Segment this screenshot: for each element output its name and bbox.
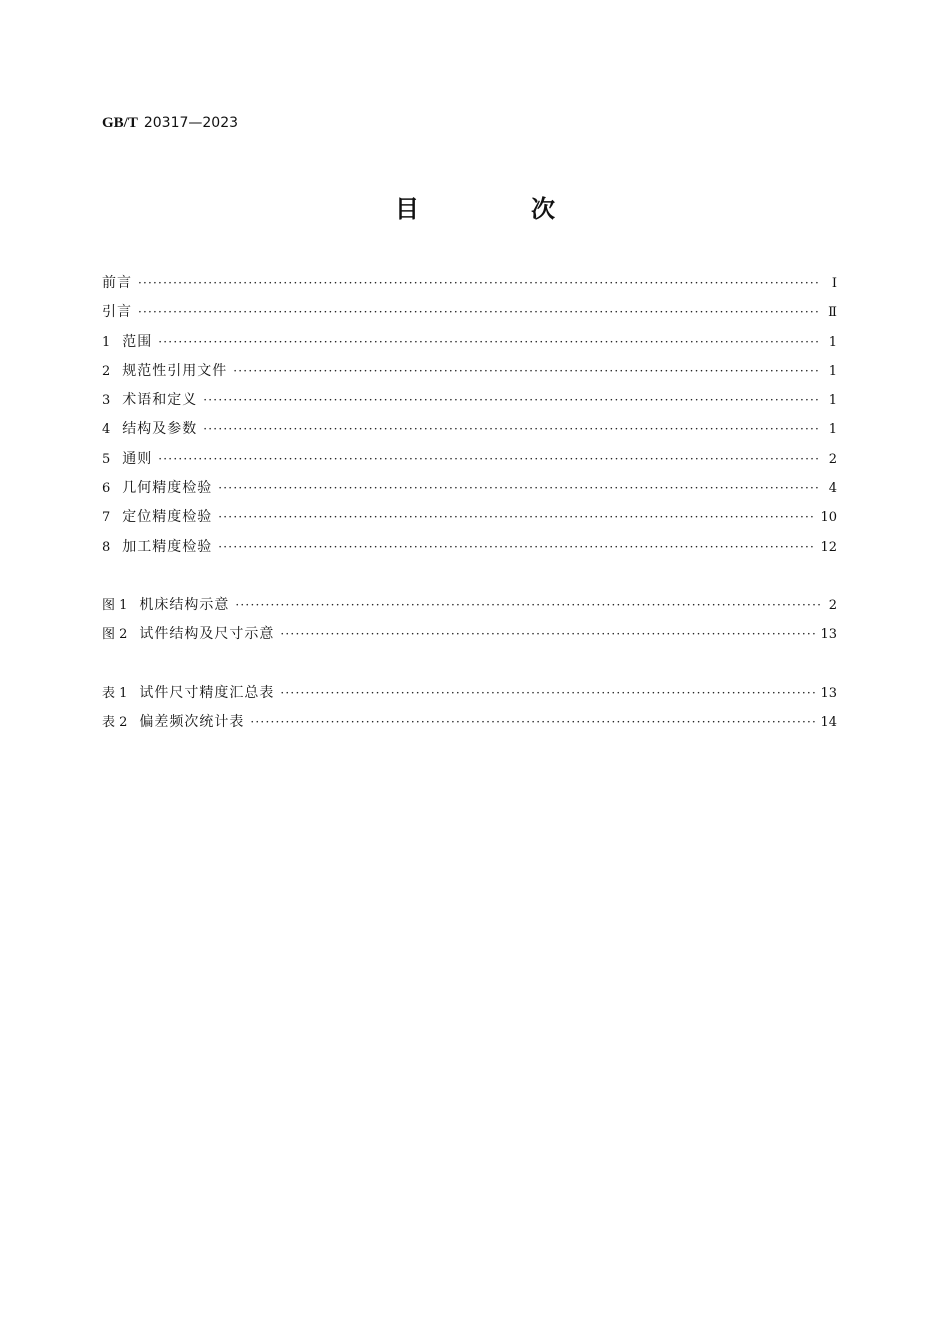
dot-leader [218, 474, 821, 503]
dot-leader [203, 415, 821, 444]
toc-entry-number: 表 1 [102, 685, 128, 701]
toc-entry-label: 通则 [122, 450, 153, 467]
toc-entry-geometric-accuracy[interactable] [102, 474, 837, 503]
dot-leader [158, 445, 821, 474]
standard-number: 20317—2023 [143, 115, 239, 131]
toc-entry-label: 试件结构及尺寸示意 [139, 626, 275, 643]
toc-entry-number: 1 [102, 334, 111, 350]
dot-leader [235, 591, 821, 620]
dot-leader [218, 503, 816, 532]
toc-entry-page: 13 [820, 685, 837, 701]
toc-entry-page: Ⅱ [828, 305, 837, 321]
toc-entry-positioning-accuracy[interactable] [102, 503, 837, 532]
toc-entry-label: 几何精度检验 [122, 480, 213, 497]
toc-entry-number: 表 2 [102, 714, 128, 730]
toc-entry-table-1[interactable] [102, 679, 837, 708]
toc-entry-page: 2 [828, 451, 837, 467]
toc-entry-number: 7 [102, 510, 111, 526]
toc-entry-figure-1[interactable] [102, 591, 837, 620]
toc-entry-number: 2 [102, 363, 111, 379]
toc-entry-table-2[interactable] [102, 708, 837, 737]
toc-title: 目 次 [395, 195, 599, 223]
toc-entry-page: 1 [828, 422, 837, 438]
dot-leader [233, 357, 821, 386]
toc-entry-page: 2 [828, 597, 837, 613]
toc-entry-terms-definitions[interactable] [102, 386, 837, 415]
toc-entry-label: 试件尺寸精度汇总表 [139, 684, 275, 701]
toc-entry-page: Ⅰ [831, 276, 837, 291]
toc-entry-scope[interactable] [102, 328, 837, 357]
toc-entry-label: 偏差频次统计表 [139, 713, 245, 730]
toc-entry-introduction[interactable] [102, 298, 837, 327]
toc-entry-machining-accuracy[interactable] [102, 533, 837, 562]
dot-leader [203, 386, 821, 415]
standard-prefix: GB/T [102, 115, 138, 131]
table-of-contents [102, 269, 837, 737]
toc-entry-page: 1 [828, 334, 837, 350]
toc-entry-number: 5 [102, 451, 111, 467]
toc-entry-label: 前言 [102, 275, 132, 291]
toc-entry-number: 6 [102, 481, 111, 497]
toc-entry-number: 4 [102, 422, 111, 438]
toc-entry-figure-2[interactable] [102, 620, 837, 649]
toc-entry-page: 4 [828, 481, 837, 497]
toc-entry-label: 结构及参数 [122, 421, 198, 438]
toc-entry-label: 机床结构示意 [139, 596, 230, 613]
dot-leader [158, 328, 821, 357]
toc-entry-page: 12 [820, 539, 837, 555]
dot-leader [250, 708, 816, 737]
toc-entry-foreword[interactable] [102, 269, 837, 298]
toc-entry-label: 引言 [102, 304, 132, 321]
toc-entry-page: 14 [820, 714, 837, 730]
toc-entry-label: 加工精度检验 [122, 538, 213, 555]
toc-entry-structure-parameters[interactable] [102, 415, 837, 444]
toc-entry-number: 图 1 [102, 597, 128, 613]
dot-leader [138, 269, 821, 298]
toc-tables [102, 679, 837, 738]
standard-code [102, 114, 238, 132]
toc-entry-normative-references[interactable] [102, 357, 837, 386]
toc-entry-label: 定位精度检验 [122, 509, 213, 526]
toc-entry-general[interactable] [102, 445, 837, 474]
toc-entry-label: 术语和定义 [122, 392, 198, 409]
toc-entry-page: 1 [828, 363, 837, 379]
toc-entry-label: 范围 [122, 333, 153, 350]
toc-entry-label: 规范性引用文件 [122, 362, 228, 379]
toc-entry-page: 10 [820, 510, 837, 526]
toc-sections [102, 269, 837, 562]
dot-leader [218, 533, 816, 562]
dot-leader [280, 620, 816, 649]
toc-figures [102, 591, 837, 650]
toc-entry-number: 图 2 [102, 627, 128, 643]
dot-leader [280, 679, 816, 708]
toc-entry-page: 1 [828, 393, 837, 409]
dot-leader [138, 298, 821, 327]
toc-entry-number: 3 [102, 393, 111, 409]
toc-entry-number: 8 [102, 539, 111, 555]
toc-entry-page: 13 [820, 627, 837, 643]
